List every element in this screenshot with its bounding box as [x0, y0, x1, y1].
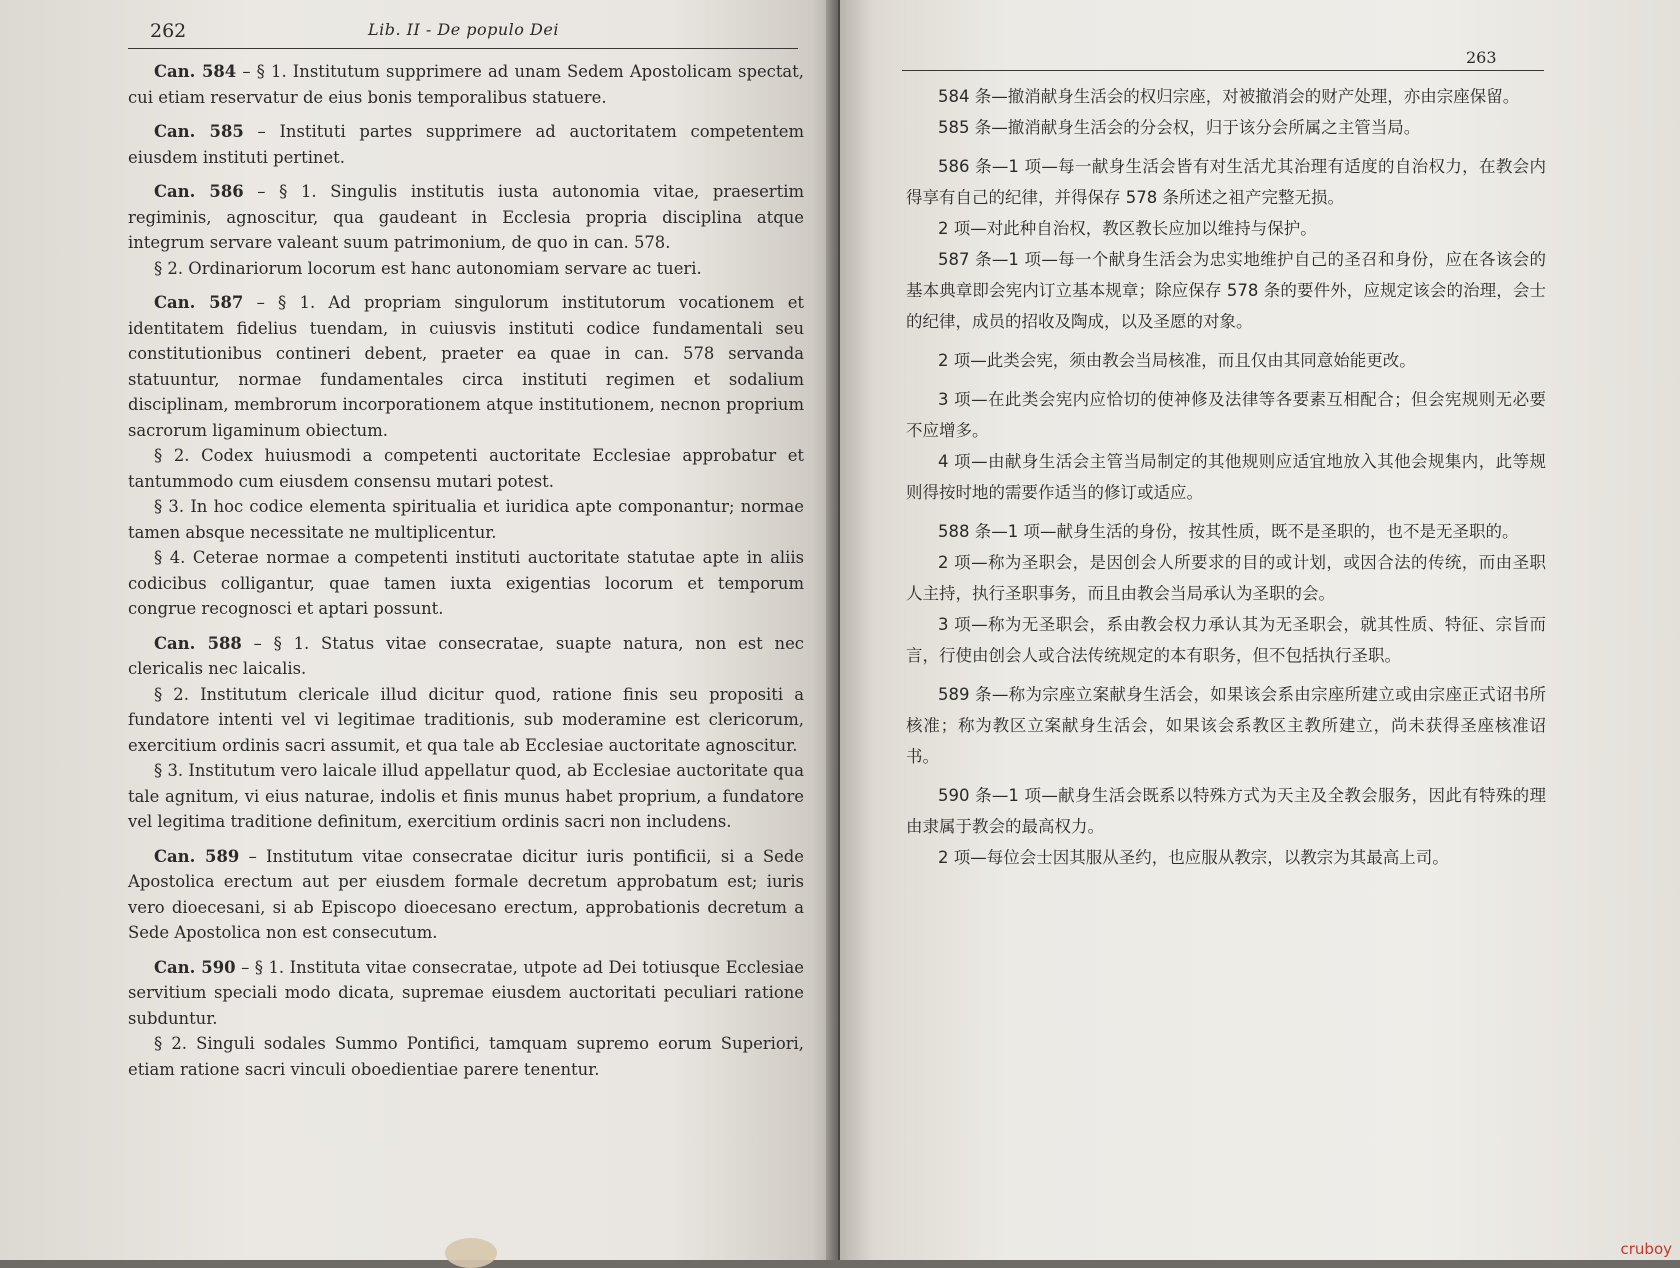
canon-number-label: Can. 588	[154, 633, 242, 653]
latin-paragraph	[128, 256, 804, 282]
latin-paragraph	[128, 494, 804, 545]
latin-paragraph-text: § 2. Institutum clericale illud dicitur quod, ratione finis seu propositi a fundatore intenti vel vi legitimae traditionis, sub moderamine est clericorum, exercitium ordinis sacri assumit, et qua tale ab Ecclesiae auctoritate agnoscitur.	[128, 684, 804, 755]
latin-paragraph	[128, 179, 804, 256]
latin-paragraph-text: – § 1. Status vitae consecratae, suapte natura, non est nec clericalis nec laicalis.	[128, 633, 804, 678]
chinese-paragraph: 590 条—1 项—献身生活会既系以特殊方式为天主及全教会服务，因此有特殊的理由隶属于教会的最高权力。	[906, 786, 1546, 836]
canon-number-label: Can. 586	[154, 182, 244, 201]
latin-paragraph-text: § 3. In hoc codice elementa spiritualia et iuridica apte componantur; normae tamen absque necessitate ne multiplicentur.	[128, 497, 804, 542]
latin-paragraph-text: § 4. Ceterae normae a competenti instituti auctoritate statutae apte in aliis codicibus colligantur, quae tamen iuxta exigentias locorum et temporum congrue recognosci et aptari possunt.	[128, 548, 804, 618]
chinese-paragraph: 3 项—称为无圣职会，系由教会权力承认其为无圣职会，就其性质、特征、宗旨而言，行使由创会人或合法传统规定的本有职务，但不包括执行圣职。	[906, 615, 1546, 665]
chinese-paragraph: 2 项—每位会士因其服从圣约，也应服从教宗，以教宗为其最高上司。	[938, 848, 1449, 867]
latin-paragraph-text: § 2. Singuli sodales Summo Pontifici, tamquam supremo eorum Superiori, etiam ratione sacri vinculi oboedientiae parere tenentur.	[128, 1034, 804, 1079]
latin-canon-text	[128, 59, 804, 1082]
latin-paragraph	[128, 682, 804, 759]
chinese-paragraph: 584 条—撤消献身生活会的权归宗座，对被撤消会的财产处理，亦由宗座保留。	[938, 87, 1520, 106]
latin-paragraph-text: § 2. Ordinariorum locorum est hanc autonomiam servare ac tueri.	[154, 258, 702, 278]
latin-paragraph-text: – Instituti partes supprimere ad auctoritatem competentem eiusdem instituti pertinet.	[128, 122, 804, 167]
canon-number-label: Can. 584	[154, 62, 237, 81]
right-header-rule	[902, 70, 1544, 71]
latin-paragraph	[128, 545, 804, 622]
latin-paragraph-text: – § 1. Institutum supprimere ad unam Sedem Apostolicam spectat, cui etiam reservatur de eius bonis temporalibus statuere.	[128, 62, 804, 107]
latin-paragraph-text: – § 1. Singulis institutis iusta autonomia vitae, praesertim regiminis, agnoscitur, qua gaudeant in Ecclesia propria disciplina atque integrum servare valeant suum patrimonium, de quo in can. 578.	[128, 182, 804, 252]
running-title: Lib. II - De populo Dei	[368, 20, 559, 39]
latin-paragraph	[128, 59, 804, 110]
left-page	[0, 0, 838, 1260]
right-page	[840, 0, 1680, 1260]
chinese-paragraph: 2 项—此类会宪，须由教会当局核准，而且仅由其同意始能更改。	[938, 351, 1416, 370]
latin-paragraph-text: – § 1. Ad propriam singulorum institutorum vocationem et identitatem fidelius tuendam, in cuiusvis instituti codice fundamentali seu constitutionibus contineri debent, praeter ea quae in can. 578 servanda statuuntur, normae fundamentales circa instituti regimen et sodalium disciplinam, membrorum incorporationem atque institutionem, necnon proprium sacrorum ligaminum obiectum.	[128, 293, 804, 440]
left-header-rule	[128, 48, 798, 49]
latin-paragraph-text: – § 1. Instituta vitae consecratae, utpote ad Dei totiusque Ecclesiae servitium speciali modo dicata, supremae eiusdem auctoritati peculiari ratione subduntur.	[128, 957, 804, 1028]
chinese-paragraph: 585 条—撤消献身生活会的分会权，归于该分会所属之主管当局。	[938, 118, 1421, 137]
chinese-paragraph: 4 项—由献身生活会主管当局制定的其他规则应适宜地放入其他会规集内，此等规则得按时地的需要作适当的修订或适应。	[906, 452, 1546, 502]
chinese-paragraph: 588 条—1 项—献身生活的身份，按其性质，既不是圣职的，也不是无圣职的。	[938, 522, 1519, 541]
latin-paragraph-text: § 3. Institutum vero laicale illud appellatur quod, ab Ecclesiae auctoritate qua tale agnitum, vi eius naturae, indolis et finis munus habet proprium, a fundatore vel legitima traditione definitum, exercitium ordinis sacri non includens.	[128, 761, 804, 831]
latin-paragraph-text: § 2. Codex huiusmodi a competenti auctoritate Ecclesiae approbatur et tantummodo cum eiusdem consensu mutari potest.	[128, 446, 804, 491]
canon-number-label: Can. 589	[154, 846, 240, 866]
chinese-paragraph: 586 条—1 项—每一献身生活会皆有对生活尤其治理有适度的自治权力，在教会内得享有自己的纪律，并得保存 578 条所述之祖产完整无损。	[906, 157, 1546, 207]
canon-number-label: Can. 590	[154, 957, 236, 977]
left-page-number: 262	[150, 20, 187, 42]
watermark: cruboy	[1620, 1240, 1672, 1258]
latin-paragraph-text: – Institutum vitae consecratae dicitur iuris pontificii, si a Sede Apostolica erectum aut per eiusdem formale decretum approbatum est; iuris vero dioecesani, si ab Episcopo dioecesano erectum, approbationis decretum a Sede Apostolica non est consecutum.	[128, 846, 804, 942]
canon-number-label: Can. 587	[154, 293, 244, 312]
chinese-canon-text	[906, 81, 1546, 873]
chinese-paragraph: 589 条—称为宗座立案献身生活会，如果该会系由宗座所建立或由宗座正式诏书所核准；称为教区立案献身生活会，如果该会系教区主教所建立，尚未获得圣座核准诏书。	[906, 685, 1546, 766]
chinese-paragraph: 2 项—对此种自治权，教区教长应加以维持与保护。	[938, 219, 1317, 238]
latin-paragraph	[128, 290, 804, 443]
thumb-smudge	[445, 1238, 497, 1268]
right-running-head	[906, 40, 1680, 70]
latin-paragraph	[128, 955, 804, 1032]
chinese-paragraph: 3 项—在此类会宪内应恰切的使神修及法律等各要素互相配合；但会宪规则无必要不应增多。	[906, 390, 1546, 440]
latin-paragraph	[128, 443, 804, 494]
right-page-number: 263	[1466, 48, 1497, 67]
latin-paragraph	[128, 1031, 804, 1082]
chinese-paragraph: 2 项—称为圣职会，是因创会人所要求的目的或计划，或因合法的传统，而由圣职人主持，执行圣职事务，而且由教会当局承认为圣职的会。	[906, 553, 1546, 603]
latin-paragraph	[128, 631, 804, 682]
latin-paragraph	[128, 844, 804, 946]
canon-number-label: Can. 585	[154, 122, 244, 141]
chinese-paragraph: 587 条—1 项—每一个献身生活会为忠实地维护自己的圣召和身份，应在各该会的基本典章即会宪内订立基本规章；除应保存 578 条的要件外，应规定该会的治理，会士的纪律，成员的招收及陶成，以及圣愿的对象。	[906, 250, 1546, 331]
latin-paragraph	[128, 758, 804, 835]
left-running-head	[128, 14, 820, 48]
latin-paragraph	[128, 119, 804, 170]
